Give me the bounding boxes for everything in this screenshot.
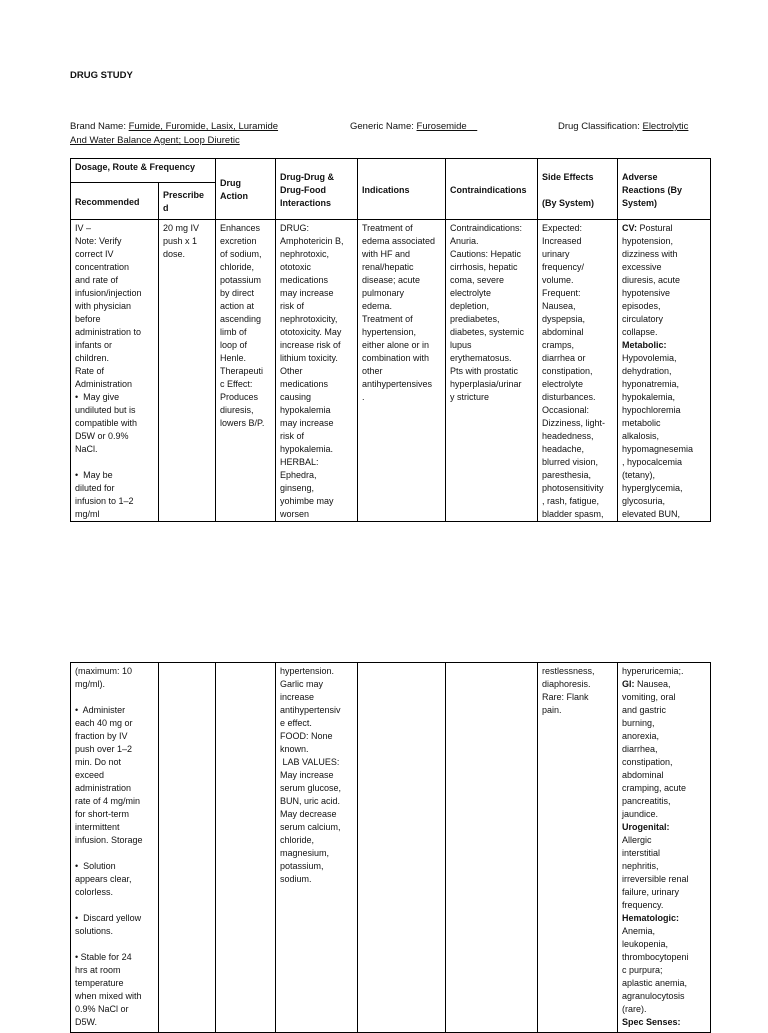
cell-interactions: DRUG: Amphotericin B, nephrotoxic, ototoxic medications may increase risk of nephrotoxicity, ototoxicity. May increase risk of lithium toxicity. Other medications causing hypokalemia may increase risk of hypokalemia. HERBAL: Ephedra, ginseng, yohimbe may worsen: [276, 220, 358, 522]
drug-classification-line: [558, 121, 688, 132]
adverse-label: Urogenital:: [622, 822, 670, 832]
cell-indications: Treatment of edema associated with HF and renal/hepatic disease; acute pulmonary edema. Treatment of hypertension, either alone or in combination with other antihypertensives .: [358, 220, 446, 522]
drug-classification-value: Electrolytic: [642, 121, 689, 132]
drug-classification-label: Drug Classification:: [558, 121, 643, 132]
brand-name-value: Fumide, Furomide, Lasix, Luramide: [128, 121, 279, 132]
header-adverse-reactions: Adverse Reactions (By System): [618, 159, 711, 220]
cell-side-effects-continued: restlessness, diaphoresis. Rare: Flank pain.: [538, 663, 618, 1033]
brand-name-label: Brand Name:: [70, 121, 129, 132]
cell-contraindications: Contraindications: Anuria. Cautions: Hepatic cirrhosis, hepatic coma, severe electrolyte depletion, prediabetes, diabetes, systemic lupus erythematosus. Pts with prostatic hyperplasia/urinar y stricture: [446, 220, 538, 522]
adverse-text: Hypovolemia, dehydration, hyponatremia, hypokalemia, hypochloremia metabolic alkalosis, hypomagnesemia , hypocalcemia (tetany), hyperglycemia, glycosuria, elevated BUN,: [622, 353, 694, 519]
drug-study-table-page-1: [70, 158, 711, 522]
adverse-text: Allergic interstitial nephritis, irreversible renal failure, urinary frequency.: [622, 835, 689, 910]
cell-contraindications-continued: [446, 663, 538, 1033]
cell-adverse-reactions: [618, 220, 711, 522]
header-prescribed: Prescribe d: [159, 183, 216, 220]
cell-indications-continued: [358, 663, 446, 1033]
generic-name-label: Generic Name:: [350, 121, 417, 132]
adverse-text: Postural hypotension, dizziness with excessive diuresis, acute hypotensive episodes, circulatory collapse.: [622, 223, 681, 337]
header-drug-action: Drug Action: [216, 159, 276, 220]
cell-drug-action: Enhances excretion of sodium, chloride, potassium by direct action at ascending limb of loop of Henle. Therapeuti c Effect: Produces diuresis, lowers B/P.: [216, 220, 276, 522]
header-dosage-route-frequency: Dosage, Route & Frequency: [71, 159, 216, 183]
header-side-effects: Side Effects (By System): [538, 159, 618, 220]
drug-study-table-page-2: [70, 662, 711, 1033]
cell-interactions-continued: hypertension. Garlic may increase antihypertensiv e effect. FOOD: None known. LAB VALUES: May increase serum glucose, BUN, uric acid. May decrease serum calcium, chloride, magnesium, potassium, sodium.: [276, 663, 358, 1033]
header-contraindications: Contraindications: [446, 159, 538, 220]
generic-name-line: [350, 121, 477, 132]
drug-classification-continued: And Water Balance Agent; Loop Diuretic: [70, 135, 240, 146]
page-title: DRUG STUDY: [70, 70, 133, 81]
cell-prescribed-continued: [159, 663, 216, 1033]
adverse-text: hyperuricemia;.: [622, 666, 684, 676]
header-indications: Indications: [358, 159, 446, 220]
cell-prescribed: 20 mg IV push x 1 dose.: [159, 220, 216, 522]
adverse-label: CV:: [622, 223, 638, 233]
cell-recommended: IV – Note: Verify correct IV concentration and rate of infusion/injection with physician before administration to infants or children. Rate of Administration • May give undiluted but is compatible with D5W or 0.9% NaCl. • May be diluted for infusion to 1–2 mg/ml: [71, 220, 159, 522]
adverse-text: Anemia, leukopenia, thrombocytopeni c purpura; aplastic anemia, agranulocytosis (rare).: [622, 926, 689, 1014]
cell-drug-action-continued: [216, 663, 276, 1033]
cell-adverse-reactions-continued: [618, 663, 711, 1033]
cell-side-effects: Expected: Increased urinary frequency/ volume. Frequent: Nausea, dyspepsia, abdominal cramps, diarrhea or constipation, electrolyte disturbances. Occasional: Dizziness, light- headedness, headache, blurred vision, paresthesia, photosensitivity , rash, fatigue, bladder spasm,: [538, 220, 618, 522]
header-recommended: Recommended: [71, 183, 159, 220]
generic-name-value: Furosemide: [416, 121, 478, 132]
adverse-text: Nausea, vomiting, oral and gastric burning, anorexia, diarrhea, constipation, abdominal cramping, acute pancreatitis, jaundice.: [622, 679, 687, 819]
cell-recommended-continued: (maximum: 10 mg/ml). • Administer each 40 mg or fraction by IV push over 1–2 min. Do not exceed administration rate of 4 mg/min for short-term intermittent infusion. Storage • Solution appears clear, colorless. • Discard yellow solutions. • Stable for 24 hrs at room temperature when mixed with 0.9% NaCl or D5W.: [71, 663, 159, 1033]
adverse-label: GI:: [622, 679, 635, 689]
brand-name-line: [70, 121, 278, 132]
header-interactions: Drug-Drug & Drug-Food Interactions: [276, 159, 358, 220]
adverse-label: Hematologic:: [622, 913, 680, 923]
adverse-label: Metabolic:: [622, 340, 667, 350]
adverse-label: Spec Senses:: [622, 1017, 681, 1027]
